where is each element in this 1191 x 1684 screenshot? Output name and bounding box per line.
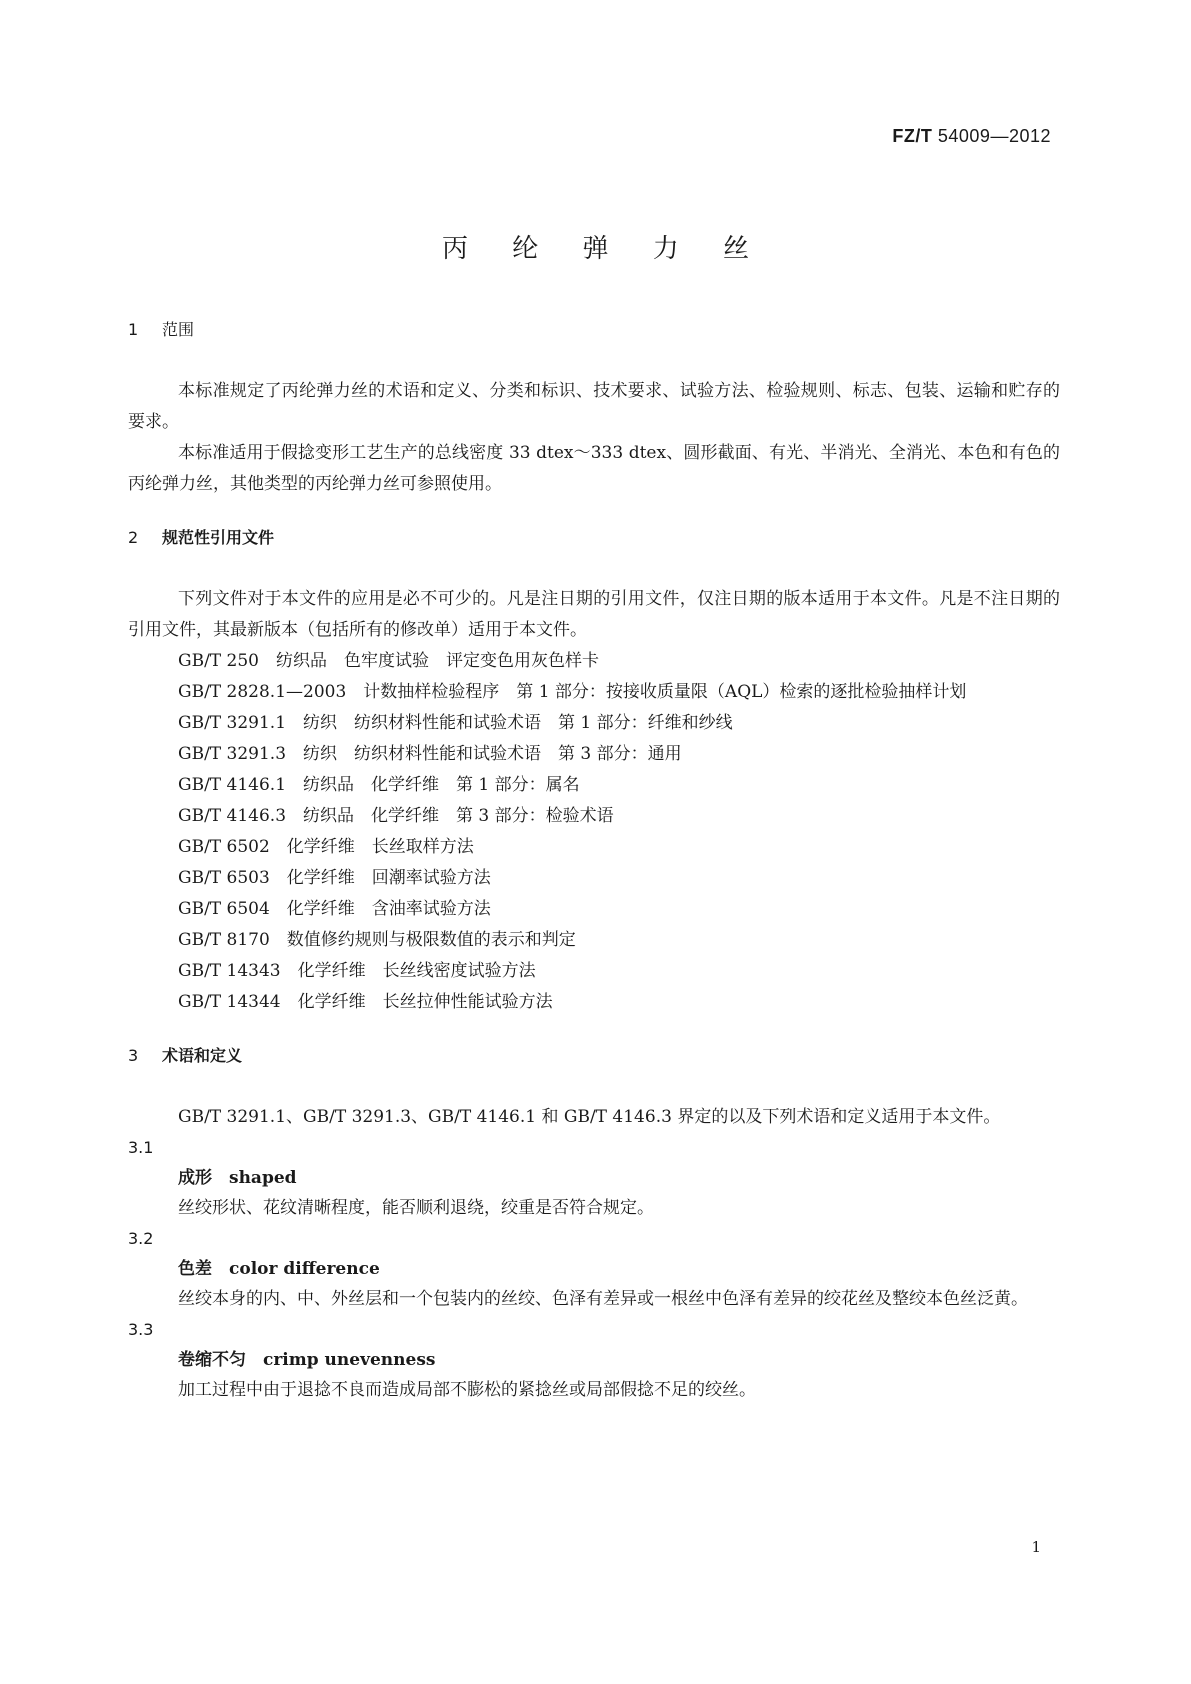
section-title: 范围 [162,320,195,339]
reference-item: GB/T 3291.3 纺织 纺织材料性能和试验术语 第 3 部分：通用 [178,744,682,764]
section-title: 规范性引用文件 [162,528,275,547]
term-heading: 卷缩不匀 crimp unevenness [178,1350,436,1370]
document-title: 丙 纶 弹 力 丝 [441,234,768,264]
section-1-paragraph-1: 本标准规定了丙纶弹力丝的术语和定义、分类和标识、技术要求、试验方法、检验规则、标志、包装、运输和贮存的要求。 [128,381,1060,432]
standard-code-number: 54009—2012 [937,126,1051,146]
reference-item: GB/T 250 纺织品 色牢度试验 评定变色用灰色样卡 [178,651,599,671]
section-number: 3 [128,1046,139,1065]
reference-item: GB/T 6502 化学纤维 长丝取样方法 [178,837,474,857]
section-2-intro: 下列文件对于本文件的应用是必不可少的。凡是注日期的引用文件，仅注日期的版本适用于本文件。凡是不注日期的引用文件，其最新版本（包括所有的修改单）适用于本文件。 [128,589,1060,640]
section-3-intro: GB/T 3291.1、GB/T 3291.3、GB/T 4146.1 和 GB/T 4146.3 界定的以及下列术语和定义适用于本文件。 [178,1107,1001,1127]
term-heading: 成形 shaped [178,1168,297,1188]
reference-item: GB/T 2828.1—2003 计数抽样检验程序 第 1 部分：按接收质量限（AQL）检索的逐批检验抽样计划 [178,682,967,702]
standard-code [892,126,1051,147]
page-number: 1 [1031,1538,1041,1556]
reference-item: GB/T 8170 数值修约规则与极限数值的表示和判定 [178,930,576,950]
standard-code-prefix: FZ/T [892,126,933,146]
section-number: 1 [128,320,139,339]
section-2-heading [128,526,1060,550]
reference-item: GB/T 14344 化学纤维 长丝拉伸性能试验方法 [178,992,553,1012]
term-definition: 丝绞本身的内、中、外丝层和一个包装内的丝绞、色泽有差异或一根丝中色泽有差异的绞花丝及整绞本色丝泛黄。 [178,1289,1028,1309]
reference-item: GB/T 4146.3 纺织品 化学纤维 第 3 部分：检验术语 [178,806,614,826]
term-definition: 加工过程中由于退捻不良而造成局部不膨松的紧捻丝或局部假捻不足的绞丝。 [178,1380,756,1400]
term-number: 3.2 [128,1229,154,1248]
reference-item: GB/T 6504 化学纤维 含油率试验方法 [178,899,491,919]
section-title: 术语和定义 [162,1046,243,1065]
reference-item: GB/T 14343 化学纤维 长丝线密度试验方法 [178,961,536,981]
section-1-paragraph-2: 本标准适用于假捻变形工艺生产的总线密度 33 dtex～333 dtex、圆形截面、有光、半消光、全消光、本色和有色的丙纶弹力丝，其他类型的丙纶弹力丝可参照使用。 [128,443,1060,494]
term-heading: 色差 color difference [178,1259,380,1279]
reference-item: GB/T 6503 化学纤维 回潮率试验方法 [178,868,491,888]
document-body [128,318,1060,1406]
term-number: 3.1 [128,1138,154,1157]
section-1-heading [128,318,1060,342]
term-number: 3.3 [128,1320,154,1339]
reference-item: GB/T 4146.1 纺织品 化学纤维 第 1 部分：属名 [178,775,580,795]
term-definition: 丝绞形状、花纹清晰程度，能否顺利退绕，绞重是否符合规定。 [178,1198,654,1218]
section-3-heading [128,1044,1060,1068]
reference-item: GB/T 3291.1 纺织 纺织材料性能和试验术语 第 1 部分：纤维和纱线 [178,713,733,733]
section-number: 2 [128,528,139,547]
